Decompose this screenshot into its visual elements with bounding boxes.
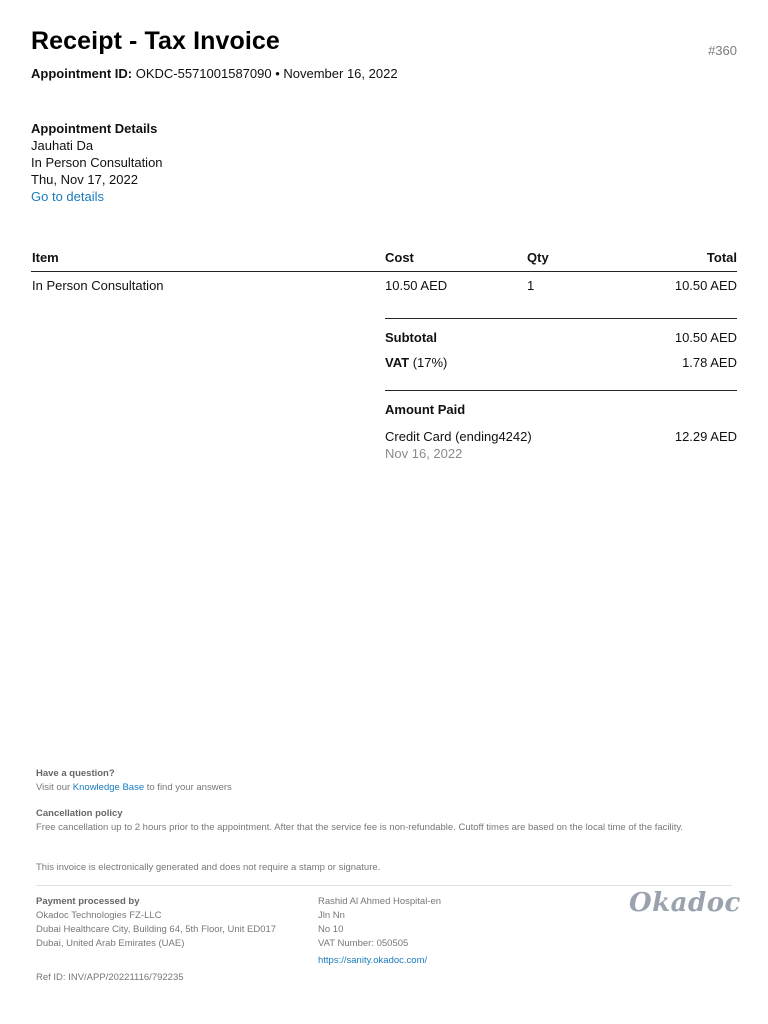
go-to-details-link[interactable]: Go to details [31, 189, 104, 204]
row-total: 10.50 AED [674, 278, 737, 293]
patient-name: Jauhati Da [31, 138, 94, 153]
invoice-number: #360 [708, 43, 737, 58]
payment-date: Nov 16, 2022 [385, 446, 463, 461]
payment-processed-heading: Payment processed by [36, 896, 140, 907]
appointment-details-heading: Appointment Details [31, 121, 158, 136]
facility-name: Rashid Al Ahmed Hospital-en [318, 896, 442, 907]
question-suffix: to find your answers [144, 782, 232, 793]
header-total: Total [706, 250, 737, 265]
facility-url-link[interactable]: https://sanity.okadoc.com/ [318, 955, 428, 966]
processor-address: Dubai Healthcare City, Building 64, 5th Floor, Unit ED017 [36, 924, 277, 935]
cancellation-heading: Cancellation policy [36, 808, 123, 819]
appointment-type: In Person Consultation [31, 155, 163, 170]
summary-divider-bottom [385, 390, 737, 391]
appointment-id-value: OKDC-5571001587090 • November 16, 2022 [135, 66, 398, 81]
row-item: In Person Consultation [32, 278, 164, 293]
row-cost: 10.50 AED [385, 278, 448, 293]
vat-value: 1.78 AED [682, 355, 737, 370]
payment-method: Credit Card (ending4242) [385, 429, 532, 444]
processor-name: Okadoc Technologies FZ-LLC [36, 910, 162, 921]
knowledge-base-link[interactable]: Knowledge Base [72, 782, 145, 793]
summary-divider-top [385, 318, 737, 319]
paid-value: 12.29 AED [674, 429, 737, 444]
appointment-date: Thu, Nov 17, 2022 [31, 172, 138, 187]
question-section [36, 767, 732, 795]
electronic-note: This invoice is electronically generated and does not require a stamp or signature. [36, 862, 381, 873]
processor-country: Dubai, United Arab Emirates (UAE) [36, 938, 185, 949]
subtotal-label: Subtotal [385, 330, 437, 345]
cancellation-text: Free cancellation up to 2 hours prior to the appointment. After that the service fee is non-refundable. Cutoff times are based on the local time of the facility. [36, 822, 684, 833]
facility-info [318, 895, 578, 968]
cancellation-section [36, 807, 732, 835]
footer-divider [36, 885, 732, 886]
header-cost: Cost [385, 250, 414, 265]
items-table-header [31, 250, 737, 272]
subtotal-value: 10.50 AED [674, 330, 737, 345]
facility-vat: VAT Number: 050505 [318, 938, 409, 949]
appointment-id-line [31, 66, 398, 81]
question-text [36, 781, 732, 795]
header-item: Item [32, 250, 59, 265]
question-heading: Have a question? [36, 768, 115, 779]
vat-label: VAT [385, 355, 410, 370]
question-prefix: Visit our [36, 782, 73, 793]
amount-paid-label: Amount Paid [385, 402, 466, 417]
facility-address-1: Jln Nn [318, 910, 345, 921]
row-qty: 1 [527, 278, 535, 293]
appointment-details [31, 120, 163, 205]
okadoc-logo: Okadoc [629, 888, 741, 918]
facility-address-2: No 10 [318, 924, 344, 935]
appointment-id-label: Appointment ID: [31, 66, 133, 81]
ref-id: Ref ID: INV/APP/20221116/792235 [36, 972, 184, 983]
header-qty: Qty [527, 250, 549, 265]
page-title: Receipt - Tax Invoice [31, 27, 280, 55]
payment-processor [36, 895, 306, 951]
vat-rate: (17%) [412, 355, 448, 370]
